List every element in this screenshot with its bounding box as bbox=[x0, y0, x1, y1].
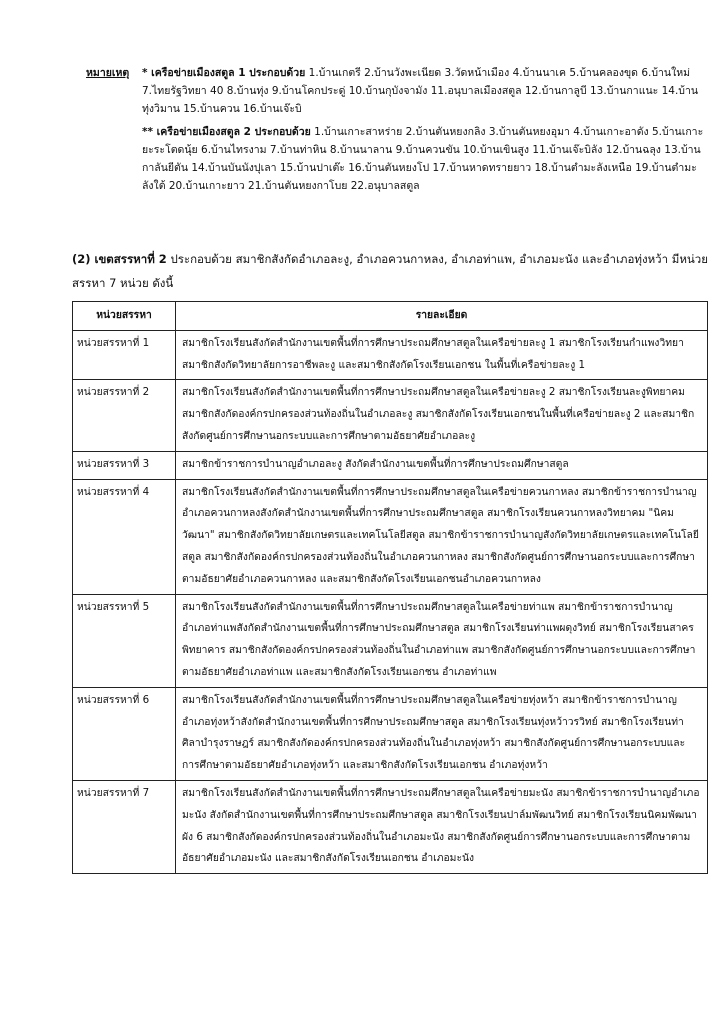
table-row bbox=[73, 451, 708, 479]
table-header-row bbox=[73, 302, 708, 331]
unit-cell: หน่วยสรรหาที่ 7 bbox=[73, 780, 176, 873]
unit-cell: หน่วยสรรหาที่ 3 bbox=[73, 451, 176, 479]
remark-label: หมายเหตุ bbox=[86, 67, 130, 79]
table-row bbox=[73, 479, 708, 594]
network-2-paragraph bbox=[142, 123, 706, 195]
network-1-heading: * เครือข่ายเมืองสตูล 1 ประกอบด้วย bbox=[142, 67, 306, 79]
network-2-heading: ** เครือข่ายเมืองสตูล 2 ประกอบด้วย bbox=[142, 126, 311, 138]
unit-cell: หน่วยสรรหาที่ 5 bbox=[73, 594, 176, 687]
remark-row bbox=[86, 64, 706, 200]
table-row bbox=[73, 330, 708, 380]
detail-cell: สมาชิกโรงเรียนสังกัดสำนักงานเขตพื้นที่การศึกษาประถมศึกษาสตูลในเครือข่ายละงู 1 สมาชิกโรงเรียนกำแพงวิทยา สมาชิกสังกัดวิทยาลัยการอาชีพละงู และสมาชิกสังกัดโรงเรียนเอกชน ในพื้นที่เครือข่ายละงู 1 bbox=[176, 330, 708, 380]
table-row bbox=[73, 780, 708, 873]
detail-cell: สมาชิกโรงเรียนสังกัดสำนักงานเขตพื้นที่การศึกษาประถมศึกษาสตูลในเครือข่ายละงู 2 สมาชิกโรงเรียนละงูพิทยาคม สมาชิกสังกัดองค์กรปกครองส่วนท้องถิ่นในอำเภอละงู สมาชิกสังกัดโรงเรียนเอกชนในพื้นที่เครือข่ายละงู 2 และสมาชิกสังกัดศูนย์การศึกษานอกระบบและการศึกษาตามอัธยาศัยอำเภอละงู bbox=[176, 380, 708, 451]
recruitment-units-table bbox=[72, 301, 708, 874]
unit-cell: หน่วยสรรหาที่ 2 bbox=[73, 380, 176, 451]
network-1-paragraph bbox=[142, 64, 706, 118]
section-2-text: ประกอบด้วย สมาชิกสังกัดอำเภอละงู, อำเภอควนกาหลง, อำเภอท่าแพ, อำเภอมะนัง และอำเภอทุ่งหว้า มีหน่วยสรรหา 7 หน่วย ดังนี้ bbox=[72, 252, 708, 290]
unit-cell: หน่วยสรรหาที่ 6 bbox=[73, 687, 176, 780]
detail-cell: สมาชิกข้าราชการบำนาญอำเภอละงู สังกัดสำนักงานเขตพื้นที่การศึกษาประถมศึกษาสตูล bbox=[176, 451, 708, 479]
detail-cell: สมาชิกโรงเรียนสังกัดสำนักงานเขตพื้นที่การศึกษาประถมศึกษาสตูลในเครือข่ายมะนัง สมาชิกข้าราชการบำนาญอำเภอมะนัง สังกัดสำนักงานเขตพื้นที่การศึกษาประถมศึกษาสตูล สมาชิกโรงเรียนปาล์มพัฒนวิทย์ สมาชิกโรงเรียนนิคมพัฒนาผัง 6 สมาชิกสังกัดองค์กรปกครองส่วนท้องถิ่นในอำเภอมะนัง สมาชิกสังกัดศูนย์การศึกษานอกระบบและการศึกษาตามอัธยาศัยอำเภอมะนัง และสมาชิกสังกัดโรงเรียนเอกชน อำเภอมะนัง bbox=[176, 780, 708, 873]
remark-body bbox=[142, 64, 706, 200]
column-header-detail: รายละเอียด bbox=[176, 302, 708, 331]
section-2-heading: (2) เขตสรรหาที่ 2 bbox=[72, 252, 167, 266]
detail-cell: สมาชิกโรงเรียนสังกัดสำนักงานเขตพื้นที่การศึกษาประถมศึกษาสตูลในเครือข่ายท่าแพ สมาชิกข้าราชการบำนาญอำเภอท่าแพสังกัดสำนักงานเขตพื้นที่การศึกษาประถมศึกษาสตูล สมาชิกโรงเรียนท่าแพผดุงวิทย์ สมาชิกโรงเรียนสาครพิทยาคาร สมาชิกสังกัดองค์กรปกครองส่วนท้องถิ่นในอำเภอท่าแพ สมาชิกสังกัดศูนย์การศึกษานอกระบบและการศึกษาตามอัธยาศัยอำเภอท่าแพ และสมาชิกสังกัดโรงเรียนเอกชน อำเภอท่าแพ bbox=[176, 594, 708, 687]
network-1-schools: 1.บ้านเกตรี 2.บ้านวังพะเนียด 3.วัดหน้าเมือง 4.บ้านนาเค 5.บ้านคลองขุด 6.บ้านใหม่ 7.ไทยรัฐวิทยา 40 8.บ้านทุ่ง 9.บ้านโคกประดู่ 10.บ้านกุบังจามัง 11.อนุบาลเมืองสตูล 12.บ้านกาลูบี 13.บ้านกาแนะ 14.บ้านทุ่งวิมาน 15.บ้านควน 16.บ้านเจ๊ะบิ bbox=[142, 67, 699, 115]
table-row bbox=[73, 380, 708, 451]
unit-cell: หน่วยสรรหาที่ 1 bbox=[73, 330, 176, 380]
column-header-unit: หน่วยสรรหา bbox=[73, 302, 176, 331]
detail-cell: สมาชิกโรงเรียนสังกัดสำนักงานเขตพื้นที่การศึกษาประถมศึกษาสตูลในเครือข่ายควนกาหลง สมาชิกข้าราชการบำนาญอำเภอควนกาหลงสังกัดสำนักงานเขตพื้นที่การศึกษาประถมศึกษาสตูล สมาชิกโรงเรียนควนกาหลงวิทยาคม "นิคมวัฒนา" สมาชิกสังกัดวิทยาลัยเกษตรและเทคโนโลยีสตูล สมาชิกข้าราชการบำนาญสังกัดวิทยาลัยเกษตรและเทคโนโลยีสตูล สมาชิกสังกัดองค์กรปกครองส่วนท้องถิ่นในอำเภอควนกาหลง สมาชิกสังกัดศูนย์การศึกษานอกระบบและการศึกษาตามอัธยาศัยอำเภอควนกาหลง และสมาชิกสังกัดโรงเรียนเอกชนอำเภอควนกาหลง bbox=[176, 479, 708, 594]
detail-cell: สมาชิกโรงเรียนสังกัดสำนักงานเขตพื้นที่การศึกษาประถมศึกษาสตูลในเครือข่ายทุ่งหว้า สมาชิกข้าราชการบำนาญอำเภอทุ่งหว้าสังกัดสำนักงานเขตพื้นที่การศึกษาประถมศึกษาสตูล สมาชิกโรงเรียนทุ่งหว้าวรวิทย์ สมาชิกโรงเรียนท่าศิลาบำรุงราษฎร์ สมาชิกสังกัดองค์กรปกครองส่วนท้องถิ่นในอำเภอทุ่งหว้า สมาชิกสังกัดศูนย์การศึกษานอกระบบและการศึกษาตามอัธยาศัยอำเภอทุ่งหว้า และสมาชิกสังกัดโรงเรียนเอกชน อำเภอทุ่งหว้า bbox=[176, 687, 708, 780]
section-2-intro bbox=[72, 247, 712, 295]
table-row bbox=[73, 594, 708, 687]
unit-cell: หน่วยสรรหาที่ 4 bbox=[73, 479, 176, 594]
table-row bbox=[73, 687, 708, 780]
network-2-schools: 1.บ้านเกาะสาหร่าย 2.บ้านตันหยงกลิง 3.บ้านตันหยงอุมา 4.บ้านเกาะอาดัง 5.บ้านเกาะยะระโตดนุ้ย 6.บ้านไทรงาม 7.บ้านท่าหิน 8.บ้านนาลาน 9.บ้านควนขัน 10.บ้านเขินสูง 11.บ้านเจ๊ะบิลัง 12.บ้านฉลุง 13.บ้านกาลันยีตัน 14.บ้านบันนังปุเลา 15.บ้านปาเต๊ะ 16.บ้านตันหยงโป 17.บ้านหาดทรายยาว 18.บ้านตำมะลังเหนือ 19.บ้านตำมะลังใต้ 20.บ้านเกาะยาว 21.บ้านตันหยงกาโบย 22.อนุบาลสตูล bbox=[142, 126, 704, 192]
remark-block bbox=[86, 64, 706, 200]
